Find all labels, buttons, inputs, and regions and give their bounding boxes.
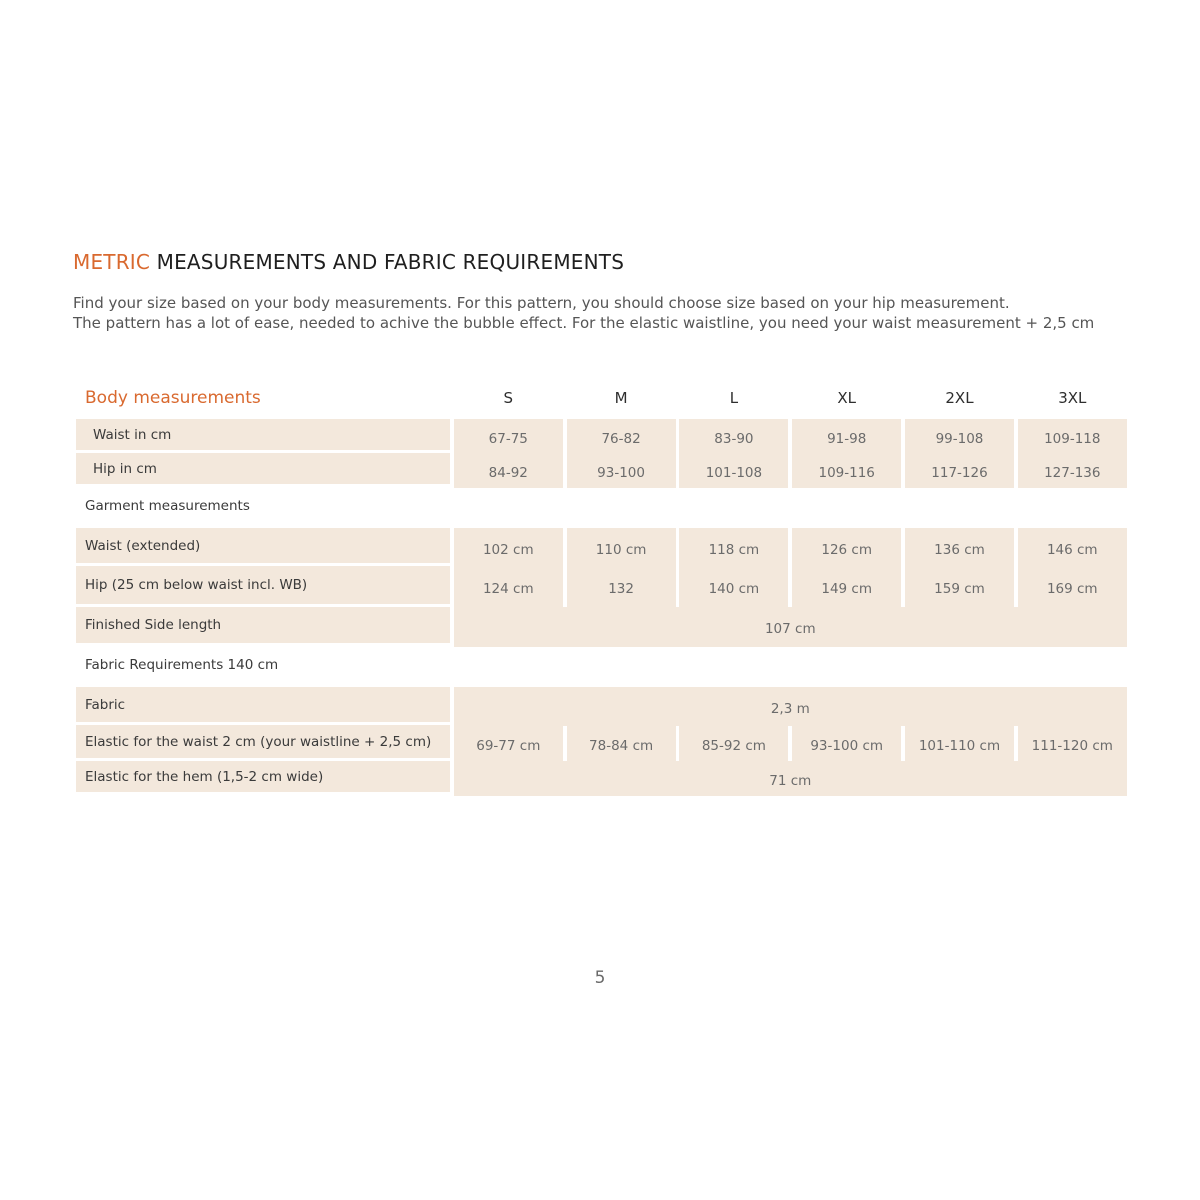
table-cell: 93-100 cm <box>792 725 901 762</box>
table-cell: 102 cm <box>454 528 563 567</box>
table-cell-merged: 71 cm <box>454 761 1127 796</box>
table-cell: 136 cm <box>905 528 1014 567</box>
size-header: 2XL <box>945 389 974 407</box>
page-heading <box>73 250 624 274</box>
size-header: M <box>614 389 628 407</box>
intro-text <box>73 293 1094 333</box>
table-cell: 127-136 <box>1018 453 1127 488</box>
size-header: 3XL <box>1058 389 1087 407</box>
table-cell: 140 cm <box>679 566 788 608</box>
table-cell: 110 cm <box>567 528 676 567</box>
section-heading: Garment measurements <box>85 498 250 514</box>
table-cell: 84-92 <box>454 453 563 488</box>
table-cell: 76-82 <box>567 419 676 454</box>
table-cell: 78-84 cm <box>567 725 676 762</box>
table-cell: 69-77 cm <box>454 725 563 762</box>
table-cell-merged: 107 cm <box>454 607 1127 647</box>
table-cell: 169 cm <box>1018 566 1127 608</box>
row-label: Hip in cm <box>76 453 450 484</box>
size-header: XL <box>837 389 856 407</box>
intro-line: The pattern has a lot of ease, needed to achive the bubble effect. For the elastic waistline, you need your waist measurement + 2,5 cm <box>73 314 1095 332</box>
table-title: Body measurements <box>85 388 261 408</box>
table-cell: 91-98 <box>792 419 901 454</box>
table-cell: 118 cm <box>679 528 788 567</box>
row-label: Waist in cm <box>76 419 450 450</box>
table-cell: 149 cm <box>792 566 901 608</box>
table-cell: 146 cm <box>1018 528 1127 567</box>
size-table <box>76 380 1124 792</box>
intro-line: Find your size based on your body measurements. For this pattern, you should choose size based on your hip measurement. <box>73 294 1010 312</box>
size-header: S <box>503 389 514 407</box>
row-label: Finished Side length <box>76 607 450 643</box>
page-number: 5 <box>594 968 606 988</box>
table-cell: 117-126 <box>905 453 1014 488</box>
row-label: Elastic for the hem (1,5-2 cm wide) <box>76 761 450 792</box>
section-heading: Fabric Requirements 140 cm <box>85 657 279 673</box>
table-cell: 83-90 <box>679 419 788 454</box>
table-cell: 124 cm <box>454 566 563 608</box>
row-label: Hip (25 cm below waist incl. WB) <box>76 566 450 604</box>
heading-accent: METRIC <box>73 250 151 274</box>
table-cell: 109-116 <box>792 453 901 488</box>
table-cell: 111-120 cm <box>1018 725 1127 762</box>
row-label: Elastic for the waist 2 cm (your waistline + 2,5 cm) <box>76 725 450 758</box>
table-cell: 101-110 cm <box>905 725 1014 762</box>
table-cell: 159 cm <box>905 566 1014 608</box>
table-cell: 126 cm <box>792 528 901 567</box>
row-label: Fabric <box>76 687 450 722</box>
heading-rest: MEASUREMENTS AND FABRIC REQUIREMENTS <box>150 250 625 274</box>
table-cell: 85-92 cm <box>679 725 788 762</box>
size-header: L <box>729 389 739 407</box>
table-cell: 67-75 <box>454 419 563 454</box>
table-cell: 109-118 <box>1018 419 1127 454</box>
row-label: Waist (extended) <box>76 528 450 563</box>
table-cell: 101-108 <box>679 453 788 488</box>
table-cell: 132 <box>567 566 676 608</box>
table-cell: 93-100 <box>567 453 676 488</box>
table-cell: 99-108 <box>905 419 1014 454</box>
table-cell-merged: 2,3 m <box>454 687 1127 726</box>
